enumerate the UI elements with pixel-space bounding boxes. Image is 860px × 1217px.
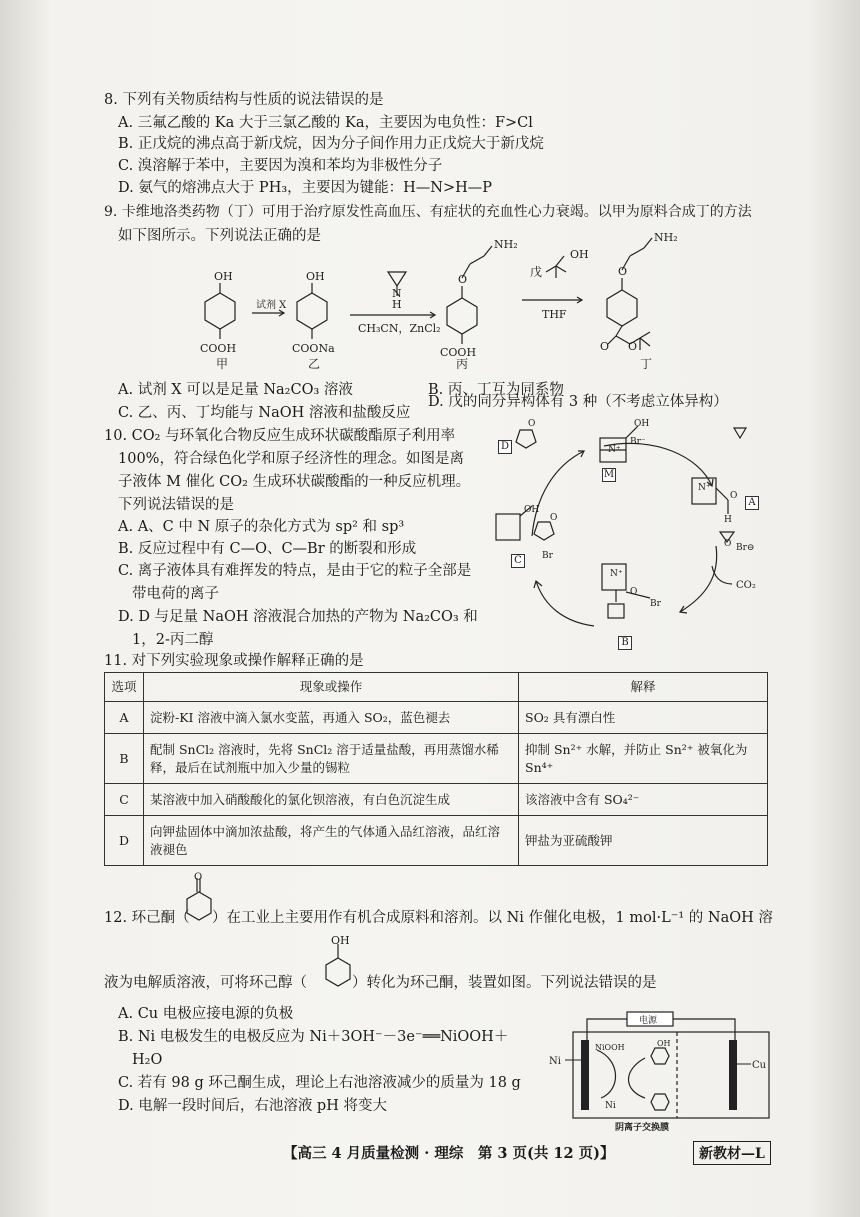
row-phenomenon: 向钾盐固体中滴加浓盐酸，将产生的气体通入品红溶液，品红溶液褪色 [144, 816, 519, 866]
condition-2: THF [542, 308, 567, 321]
svg-text:N⁺: N⁺ [698, 483, 711, 493]
svg-text:COONa: COONa [292, 342, 335, 355]
svg-text:O: O [618, 265, 628, 278]
q10-option-b: B. 反应过程中有 C—O、C—Br 的断裂和形成 [118, 541, 417, 557]
q11-stem: 11. 对下列实验现象或操作解释正确的是 [104, 653, 364, 669]
q10-stem-line3: 子液体 M 催化 CO₂ 生成环状碳酸酯的一种反应机理。 [118, 474, 471, 490]
edition-stamp: 新教材—L [693, 1141, 771, 1165]
co2-label: CO₂ [736, 580, 756, 591]
svg-text:OH: OH [634, 419, 650, 429]
q9-option-d: D. 戊的同分异构体有 3 种（不考虑立体异构） [428, 394, 728, 410]
q12-option-b-line2: H₂O [132, 1052, 163, 1068]
box-b: B [618, 636, 632, 650]
box-d: D [498, 440, 512, 454]
q11-table [104, 672, 768, 866]
svg-text:OH: OH [570, 248, 589, 261]
svg-text:O: O [458, 273, 468, 286]
compound-wu: 戊 [530, 265, 543, 279]
row-option: A [105, 702, 144, 734]
svg-text:NH₂: NH₂ [654, 231, 678, 244]
row-option: C [105, 784, 144, 816]
q8-option-d: D. 氨气的熔沸点大于 PH₃，主要因为键能：H—N>H—P [118, 180, 493, 196]
table-header-row [105, 673, 768, 702]
svg-text:OH: OH [657, 1039, 671, 1048]
q10-stem-line1: 10. CO₂ 与环氧化合物反应生成环状碳酸酯原子利用率 [104, 428, 456, 444]
q12-line2-a: 液为电解质溶液，可将环己醇（ [104, 975, 307, 991]
row-explanation: SO₂ 具有漂白性 [519, 702, 768, 734]
label-yi: 乙 [308, 357, 321, 371]
svg-text:Br: Br [542, 551, 553, 561]
svg-text:N: N [392, 287, 402, 300]
membrane-label: 阴离子交换膜 [615, 1123, 670, 1133]
svg-text:OH: OH [331, 934, 350, 947]
q12-option-b-line1: B. Ni 电极发生的电极反应为 Ni＋3OH⁻－3e⁻══NiOOH＋ [118, 1029, 509, 1045]
q10-option-a: A. A、C 中 N 原子的杂化方式为 sp² 和 sp³ [118, 519, 405, 535]
table-row [105, 702, 768, 734]
reagent-x: 试剂 X [256, 300, 287, 311]
svg-text:Br: Br [650, 599, 661, 609]
ni-species-label: Ni [605, 1101, 616, 1111]
q9-option-c: C. 乙、丙、丁均能与 NaOH 溶液和盐酸反应 [118, 405, 411, 421]
row-option: B [105, 734, 144, 784]
q10-mechanism-diagram [484, 416, 769, 658]
table-row [105, 784, 768, 816]
q9-stem-line2: 如下图所示。下列说法正确的是 [118, 228, 321, 244]
svg-text:N⁺: N⁺ [608, 445, 621, 455]
svg-text:COOH: COOH [200, 342, 237, 355]
row-explanation: 该溶液中含有 SO₄²⁻ [519, 784, 768, 816]
q8-stem: 8. 下列有关物质结构与性质的说法错误的是 [104, 92, 384, 108]
q9-stem-line1: 9. 卡维地洛类药物（丁）可用于治疗原发性高血压、有症状的充血性心力衰竭。以甲为原料合成丁的方法 [104, 204, 752, 220]
label-jia: 甲 [216, 357, 229, 371]
svg-text:O: O [528, 419, 536, 429]
table-row [105, 734, 768, 784]
box-m: M [603, 469, 615, 480]
page-footer: 【高三 4 月质量检测 · 理综 第 3 页(共 12 页)】 [283, 1145, 615, 1162]
cyclohexanol-icon [322, 934, 354, 994]
cu-electrode-label: Cu [752, 1060, 767, 1071]
svg-text:O: O [630, 587, 638, 597]
oh-label: OH [214, 270, 233, 283]
header-option: 选项 [105, 673, 144, 702]
table-row [105, 816, 768, 866]
svg-text:OH: OH [524, 505, 540, 515]
q10-stem-line4: 下列说法错误的是 [118, 497, 234, 513]
svg-text:Br⁻: Br⁻ [630, 437, 646, 447]
row-explanation: 钾盐为亚硫酸钾 [519, 816, 768, 866]
q10-option-d-line1: D. D 与足量 NaOH 溶液混合加热的产物为 Na₂CO₃ 和 [118, 609, 478, 625]
q10-stem-line2: 100%，符合绿色化学和原子经济性的理念。如图是离 [118, 451, 464, 467]
svg-text:Br⊖: Br⊖ [736, 543, 755, 553]
q8-option-a: A. 三氟乙酸的 Ka 大于三氯乙酸的 Ka，主要因为电负性：F>Cl [118, 115, 533, 131]
q12-line1-a: 12. 环己酮（ [104, 910, 190, 926]
svg-text:H: H [392, 298, 402, 311]
svg-text:N⁺: N⁺ [610, 569, 623, 579]
q10-option-c-line1: C. 离子液体具有难挥发的特点，是由于它的粒子全部是 [118, 563, 472, 579]
q10-option-d-line2: 1，2-丙二醇 [132, 632, 214, 648]
box-a: A [745, 496, 759, 510]
condition-1: CH₃CN，ZnCl₂ [358, 322, 441, 335]
svg-text:O: O [724, 539, 732, 549]
q12-option-c: C. 若有 98 g 环己酮生成，理论上右池溶液减少的质量为 18 g [118, 1075, 521, 1091]
q12-line1-b: ）在工业上主要用作有机合成原料和溶剂。以 Ni 作催化电极，1 mol·L⁻¹ 的 NaOH 溶 [212, 910, 773, 926]
row-phenomenon: 某溶液中加入硝酸酸化的氯化钡溶液，有白色沉淀生成 [144, 784, 519, 816]
svg-text:O: O [730, 491, 738, 501]
box-c: C [511, 554, 525, 568]
svg-text:O: O [628, 340, 638, 353]
power-label: 电源 [639, 1016, 658, 1026]
q8-option-c: C. 溴溶解于苯中，主要因为溴和苯均为非极性分子 [118, 158, 443, 174]
svg-text:O: O [600, 340, 610, 353]
svg-text:COOH: COOH [440, 346, 477, 359]
svg-text:O: O [550, 513, 558, 523]
q10-option-c-line2: 带电荷的离子 [132, 586, 219, 602]
svg-text:OH: OH [306, 270, 325, 283]
q8-option-b: B. 正戊烷的沸点高于新戊烷，因为分子间作用力正戊烷大于新戊烷 [118, 136, 544, 152]
q12-line2-b: ）转化为环己酮，装置如图。下列说法错误的是 [352, 975, 657, 991]
q9-option-a: A. 试剂 X 可以是足量 Na₂CO₃ 溶液 [118, 382, 353, 398]
svg-text:H: H [724, 515, 732, 525]
niooh-label: NiOOH [595, 1043, 625, 1052]
cyclohexanone-icon [183, 872, 215, 928]
ni-electrode-label: Ni [549, 1056, 561, 1067]
header-phenomenon: 现象或操作 [144, 673, 519, 702]
electrolysis-cell-diagram [545, 1010, 775, 1132]
row-explanation: 抑制 Sn²⁺ 水解，并防止 Sn²⁺ 被氧化为 Sn⁴⁺ [519, 734, 768, 784]
svg-text:O: O [194, 872, 203, 883]
header-explanation: 解释 [519, 673, 768, 702]
q12-option-a: A. Cu 电极应接电源的负极 [118, 1006, 294, 1022]
svg-text:NH₂: NH₂ [494, 238, 518, 251]
row-option: D [105, 816, 144, 866]
row-phenomenon: 淀粉-KI 溶液中滴入氯水变蓝，再通入 SO₂，蓝色褪去 [144, 702, 519, 734]
label-bing: 丙 [456, 357, 469, 371]
label-ding: 丁 [640, 357, 653, 371]
q12-option-d: D. 电解一段时间后，右池溶液 pH 将变大 [118, 1098, 387, 1114]
row-phenomenon: 配制 SnCl₂ 溶液时，先将 SnCl₂ 溶于适量盐酸，再用蒸馏水稀释，最后在试剂瓶中加入少量的锡粒 [144, 734, 519, 784]
q9-option-b: B. 丙、丁互为同系物 [428, 382, 564, 398]
